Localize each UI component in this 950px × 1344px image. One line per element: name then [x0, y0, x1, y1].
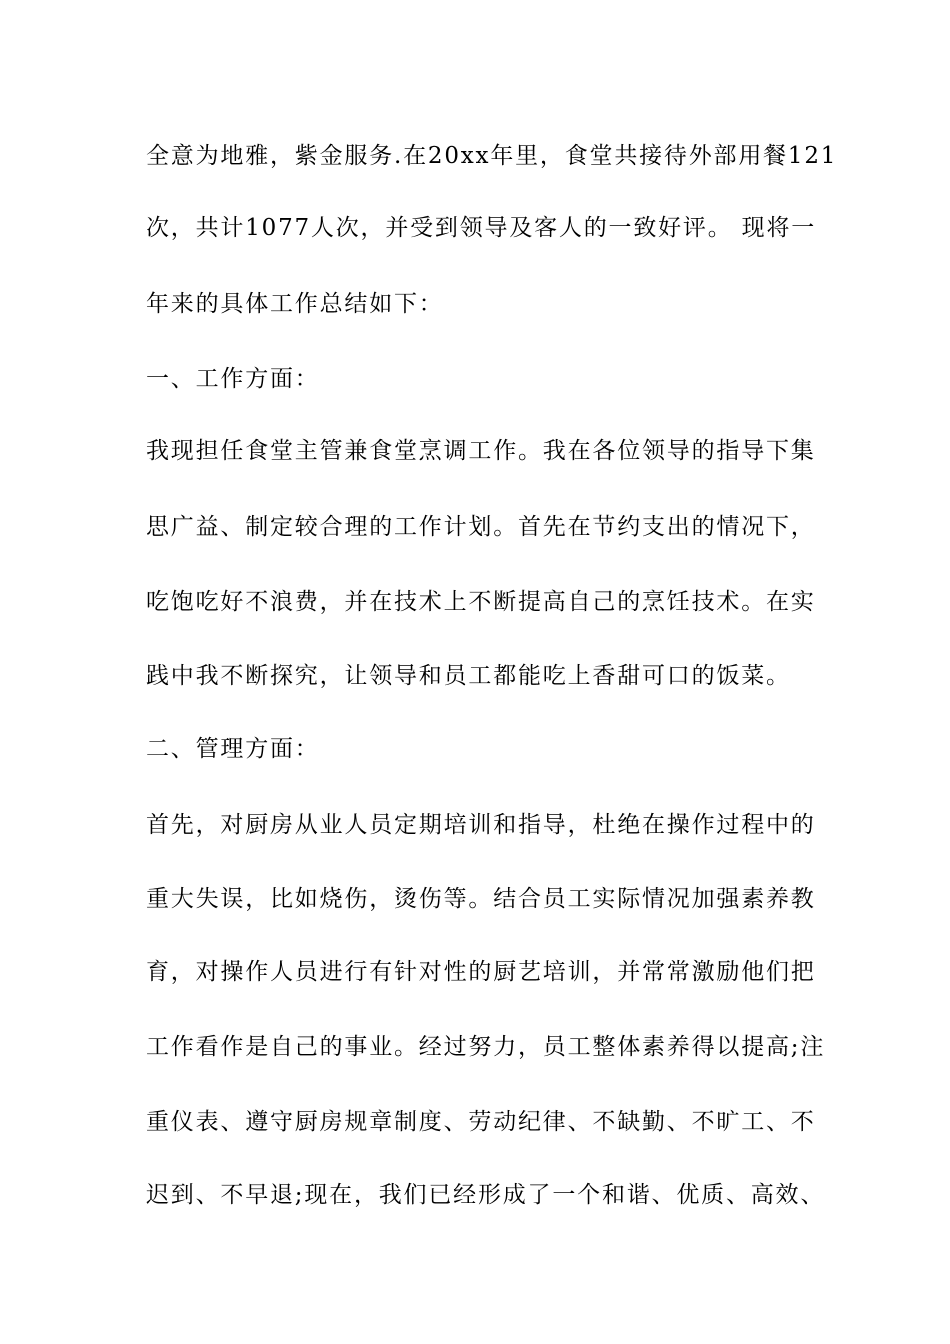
text-line: 重仪表、遵守厨房规章制度、劳动纪律、不缺勤、不旷工、不	[146, 1109, 816, 1135]
text-line: 全意为地雅，紫金服务.在20xx年里，食堂共接待外部用餐121	[146, 143, 838, 169]
text-line: 育，对操作人员进行有针对性的厨艺培训，并常常激励他们把	[146, 959, 816, 985]
text-line: 践中我不断探究，让领导和员工都能吃上香甜可口的饭菜。	[146, 663, 791, 689]
text-line: 次，共计1077人次，并受到领导及客人的一致好评。 现将一	[146, 215, 817, 241]
text-line: 吃饱吃好不浪费，并在技术上不断提高自己的烹饪技术。在实	[146, 589, 816, 615]
text-line: 思广益、制定较合理的工作计划。首先在节约支出的情况下，	[146, 514, 816, 540]
text-line: 年来的具体工作总结如下：	[146, 291, 444, 317]
section-heading: 一、工作方面：	[146, 366, 320, 392]
section-heading: 二、管理方面：	[146, 736, 320, 762]
text-line: 我现担任食堂主管兼食堂烹调工作。我在各位领导的指导下集	[146, 438, 816, 464]
text-line: 迟到、不早退;现在，我们已经形成了一个和谐、优质、高效、	[146, 1182, 826, 1208]
text-line: 重大失误，比如烧伤，烫伤等。结合员工实际情况加强素养教	[146, 886, 816, 912]
text-line: 首先，对厨房从业人员定期培训和指导，杜绝在操作过程中的	[146, 812, 816, 838]
text-line: 工作看作是自己的事业。经过努力，员工整体素养得以提高;注	[146, 1034, 826, 1060]
